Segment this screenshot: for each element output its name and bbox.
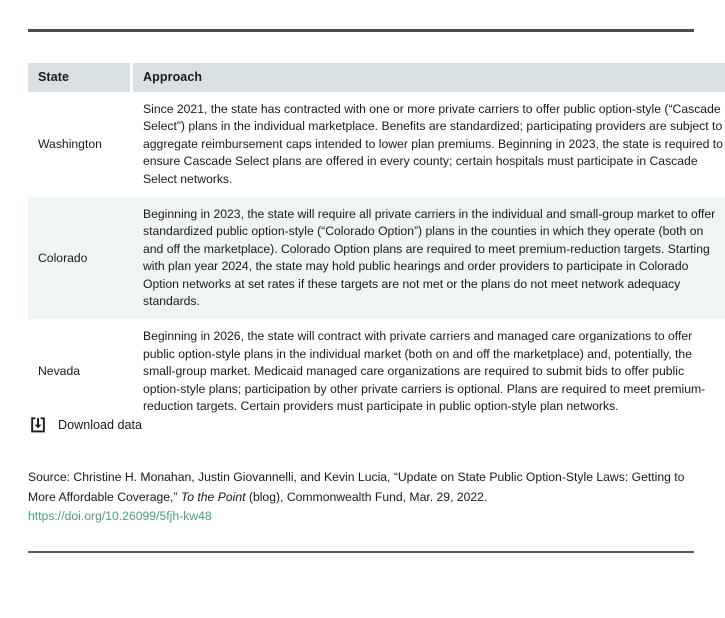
table-row [28,197,725,319]
download-data-label: Download data [58,418,143,432]
table-body [28,92,725,425]
bottom-divider-rule [28,551,694,553]
table-row [28,319,725,424]
table-header [28,63,725,92]
source-citation [28,468,700,527]
table-header-row [28,63,725,92]
download-icon [28,415,48,435]
cell-state: Colorado [28,197,133,319]
cell-approach: Beginning in 2023, the state will require all private carriers in the individual and small-group market to offer standardized public option-style (“Colorado Option”) plans in the counties in which they operate (both on and off the marketplace). Colorado Option plans are required to meet premium-reduction targets. Starting with plan year 2024, the state may hold public hearings and order providers to participate in Colorado Option networks at set rates if these targets are not met or the plans do not meet network adequacy standards. [133,197,725,319]
cell-approach: Since 2021, the state has contracted with one or more private carriers to offer public option-style (“Cascade Select”) plans in the individual marketplace. Benefits are standardized; participating providers are subject to aggregate reimbursement caps intended to lower plan premiums. Beginning in 2023, the state is required to ensure Cascade Select plans are offered in every county; certain hospitals must participate in Cascade Select networks. [133,92,725,197]
source-citation-tail: (blog), Commonwealth Fund, Mar. 29, 2022. [245,489,488,504]
state-approach-table [28,63,725,425]
column-header-state: State [28,63,133,92]
source-doi-link[interactable]: https://doi.org/10.26099/5fjh-kw48 [28,509,212,524]
column-header-approach: Approach [133,63,725,92]
download-data-button[interactable] [28,415,142,435]
source-citation-lead: Source: Christine H. Monahan, Justin Giovannelli, and Kevin Lucia, “Update on State Public Option-Style Laws: Getting to More Affordable Coverage,” [28,470,685,504]
top-divider-rule [28,29,694,32]
cell-state: Nevada [28,319,133,424]
state-approach-table-container [28,63,723,425]
cell-state: Washington [28,92,133,197]
table-row [28,92,725,197]
source-publication-title: To the Point [180,489,246,504]
cell-approach: Beginning in 2026, the state will contract with private carriers and managed care organizations to offer public option-style plans in the individual market (both on and off the marketplace) and, potentially, the small-group market. Medicaid managed care organizations are required to submit bids to offer public option-style plans; participation by other private carriers is optional. Plans are required to meet premium-reduction targets. Certain providers must participate in public option-style plan networks. [133,319,725,424]
